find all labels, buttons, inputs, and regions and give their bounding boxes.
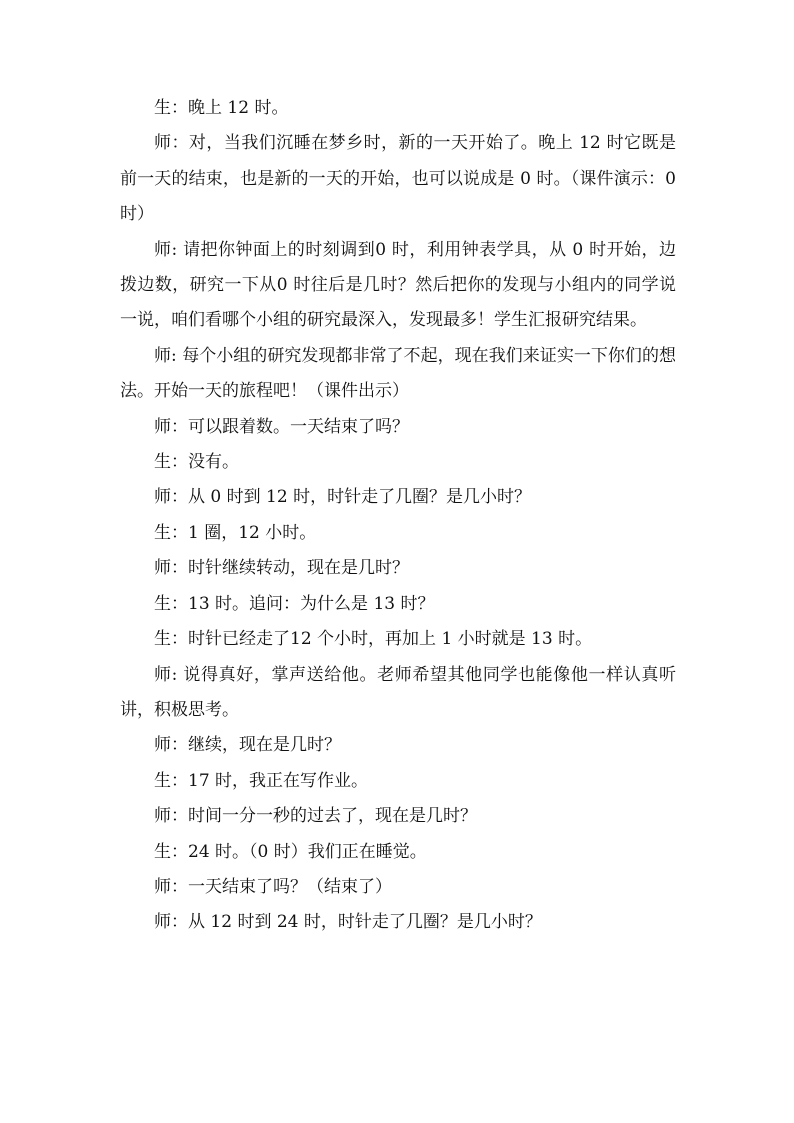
paragraph-10: 生：13 时。追问：为什么是 13 时？ — [154, 593, 435, 614]
paragraph-5: 师：可以跟着数。一天结束了吗？ — [154, 416, 409, 437]
paragraph-11: 生：时针已经走了12 个小时，再加上 1 小时就是 13 时。 — [154, 629, 593, 650]
paragraph-8: 生：1 圈，12 小时。 — [154, 522, 317, 543]
paragraph-14: 生：17 时，我正在写作业。 — [154, 770, 369, 791]
paragraph-7: 师：从 0 时到 12 时，时针走了几圈？是几小时？ — [154, 487, 532, 508]
paragraph-4: 师: 每个小组的研究发现都非常了不起，现在我们来证实一下你们的想法。开始一天的旅程吧！（课件出示） — [120, 345, 676, 402]
paragraph-15: 师：时间一分一秒的过去了，现在是几时？ — [154, 806, 477, 827]
paragraph-13: 师：继续，现在是几时？ — [154, 735, 341, 756]
paragraph-1: 生：晚上 12 时。 — [154, 98, 289, 118]
paragraph-12: 师: 说得真好，掌声送给他。老师希望其他同学也能像他一样认真听讲，积极思考。 — [120, 664, 676, 720]
paragraph-9: 师：时针继续转动，现在是几时？ — [154, 558, 409, 579]
paragraph-17: 师：一天结束了吗？（结束了） — [154, 876, 392, 897]
paragraph-2: 师：对，当我们沉睡在梦乡时，新的一天开始了。晚上 12 时它既是前一天的结束，也是新的一天的开始，也可以说成是 0 时。（课件演示：0 时） — [120, 133, 676, 225]
paragraph-6: 生：没有。 — [154, 452, 239, 473]
paragraph-18: 师：从 12 时到 24 时，时针走了几圈？是几小时？ — [154, 912, 542, 933]
paragraph-16: 生：24 时。（0 时）我们正在睡觉。 — [154, 841, 427, 862]
paragraph-3: 师: 请把你钟面上的时刻调到0 时，利用钟表学具，从 0 时开始，边拨边数，研究一下从0 时往后是几时？然后把你的发现与小组内的同学说一说，咱们看哪个小组的研究最深入，发现最多！学生汇报研究结果。 — [120, 239, 676, 331]
